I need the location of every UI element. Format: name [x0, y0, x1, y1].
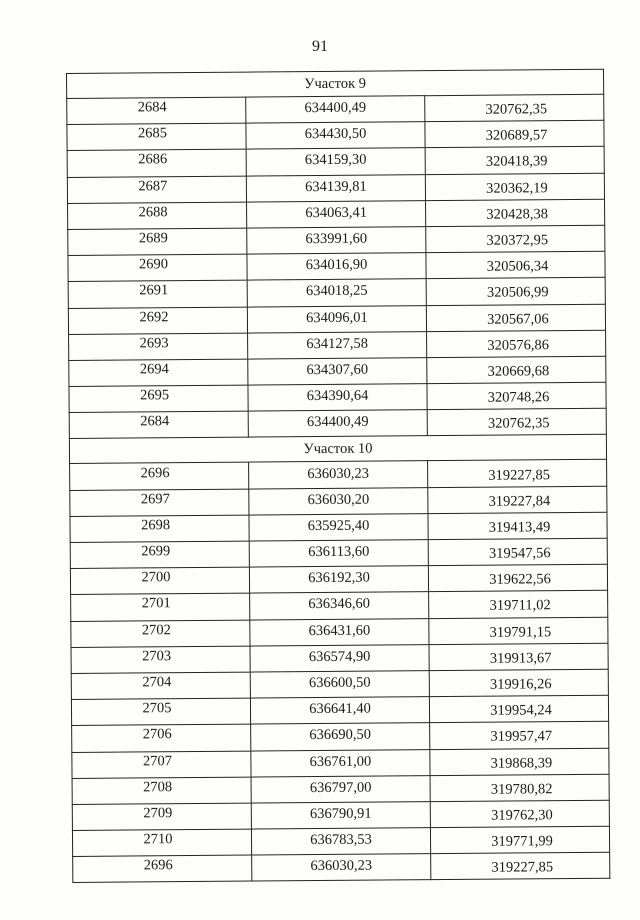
y-coordinate-cell — [426, 225, 605, 253]
cell-value: 636790,91 — [309, 805, 372, 823]
y-coordinate-cell — [426, 199, 605, 227]
y-coordinate-cell — [427, 409, 606, 437]
point-number-cell — [68, 228, 247, 256]
point-number-cell — [72, 777, 251, 805]
cell-value: 319916,26 — [489, 676, 552, 693]
cell-value: 636600,50 — [308, 674, 371, 692]
x-coordinate-cell — [247, 200, 426, 228]
cell-value: 2701 — [141, 595, 171, 612]
x-coordinate-cell — [248, 331, 427, 359]
y-coordinate-cell — [428, 538, 607, 566]
cell-value: 636690,50 — [309, 727, 372, 744]
y-coordinate-cell — [425, 147, 604, 175]
x-coordinate-cell — [246, 96, 425, 124]
y-coordinate-cell — [427, 356, 606, 384]
x-coordinate-cell — [247, 253, 426, 281]
cell-value: 636761,00 — [309, 753, 372, 770]
x-coordinate-cell — [246, 148, 425, 176]
cell-value: 320372,95 — [486, 232, 549, 249]
cell-value: 319547,56 — [488, 545, 551, 562]
cell-value: 2703 — [142, 648, 172, 665]
cell-value: 2710 — [143, 831, 173, 848]
coordinates-table — [66, 69, 610, 884]
y-coordinate-cell — [425, 173, 604, 201]
cell-value: 319622,56 — [489, 571, 551, 588]
y-coordinate-cell — [425, 94, 604, 122]
cell-value: 319771,99 — [491, 833, 553, 850]
cell-value: 320762,35 — [485, 101, 548, 118]
point-number-cell — [67, 123, 246, 151]
point-number-cell — [71, 672, 250, 700]
cell-value: 320748,26 — [487, 389, 550, 406]
x-coordinate-cell — [250, 644, 429, 672]
cell-value: 634307,60 — [306, 361, 369, 379]
point-number-cell — [67, 97, 246, 125]
coordinates-table-container — [66, 69, 610, 884]
cell-value: 319780,82 — [490, 780, 553, 798]
y-coordinate-cell — [426, 304, 605, 332]
point-number-cell — [70, 463, 249, 491]
y-coordinate-cell — [428, 486, 607, 514]
cell-value: 2693 — [139, 334, 169, 352]
y-coordinate-cell — [429, 643, 608, 671]
point-number-cell — [72, 829, 251, 857]
cell-value: 2689 — [138, 230, 168, 247]
x-coordinate-cell — [250, 697, 429, 725]
x-coordinate-cell — [251, 723, 430, 751]
cell-value: 319227,85 — [488, 466, 551, 484]
cell-value: 636113,60 — [308, 543, 370, 561]
x-coordinate-cell — [246, 122, 425, 150]
cell-value: 2706 — [142, 726, 172, 743]
cell-value: 2696 — [143, 857, 173, 874]
y-coordinate-cell — [427, 330, 606, 358]
cell-value: 634400,49 — [304, 99, 367, 117]
cell-value: 320506,34 — [486, 258, 549, 275]
y-coordinate-cell — [431, 853, 610, 881]
cell-value: 2704 — [142, 674, 172, 691]
y-coordinate-cell — [430, 748, 609, 776]
x-coordinate-cell — [252, 854, 431, 882]
cell-value: 636641,40 — [309, 700, 371, 718]
y-coordinate-cell — [429, 591, 608, 619]
cell-value: 2685 — [137, 125, 168, 142]
cell-value: 2691 — [139, 282, 169, 299]
x-coordinate-cell — [246, 174, 425, 202]
cell-value: 636574,90 — [308, 648, 371, 665]
cell-value: 319957,47 — [490, 728, 553, 746]
point-number-cell — [69, 411, 248, 439]
y-coordinate-cell — [428, 512, 607, 540]
cell-value: 636783,53 — [310, 831, 372, 849]
cell-value: 636030,23 — [307, 465, 370, 482]
cell-value: 633991,60 — [305, 230, 368, 248]
cell-value: 636030,20 — [307, 491, 370, 508]
x-coordinate-cell — [249, 461, 428, 489]
y-coordinate-cell — [427, 382, 606, 410]
point-number-cell — [69, 385, 248, 413]
x-coordinate-cell — [247, 305, 426, 333]
point-number-cell — [67, 149, 246, 177]
cell-value: 634063,41 — [305, 204, 367, 221]
x-coordinate-cell — [247, 227, 426, 255]
cell-value: 2696 — [140, 464, 170, 481]
cell-value: 2707 — [142, 752, 172, 770]
table-row — [73, 853, 610, 883]
x-coordinate-cell — [251, 775, 430, 803]
cell-value: 2686 — [138, 151, 168, 168]
y-coordinate-cell — [429, 617, 608, 645]
point-number-cell — [71, 593, 250, 621]
y-coordinate-cell — [425, 120, 604, 148]
x-coordinate-cell — [251, 828, 430, 856]
cell-value: 2695 — [139, 387, 170, 404]
cell-value: 319413,49 — [488, 519, 551, 536]
cell-value: 636431,60 — [308, 622, 371, 639]
y-coordinate-cell — [426, 251, 605, 279]
y-coordinate-cell — [429, 695, 608, 723]
y-coordinate-cell — [430, 774, 609, 802]
cell-value: 320506,99 — [486, 284, 549, 302]
cell-value: 320418,39 — [485, 153, 548, 171]
cell-value: 634390,64 — [306, 387, 369, 405]
cell-value: 2694 — [139, 361, 169, 378]
cell-value: 319913,67 — [489, 650, 552, 667]
cell-value: 2709 — [143, 805, 173, 822]
x-coordinate-cell — [249, 513, 428, 541]
point-number-cell — [67, 176, 246, 204]
point-number-cell — [71, 698, 250, 726]
coordinates-table-body — [67, 69, 610, 883]
x-coordinate-cell — [250, 618, 429, 646]
point-number-cell — [69, 333, 248, 361]
cell-value: 319868,39 — [490, 754, 553, 772]
cell-value: 2688 — [138, 204, 168, 221]
cell-value: 636346,60 — [308, 596, 371, 613]
point-number-cell — [72, 803, 251, 831]
section-title: Участок 9 — [67, 69, 604, 98]
cell-value: 320689,57 — [485, 127, 548, 144]
y-coordinate-cell — [426, 278, 605, 306]
x-coordinate-cell — [248, 410, 427, 438]
y-coordinate-cell — [430, 722, 609, 750]
x-coordinate-cell — [250, 592, 429, 620]
point-number-cell — [70, 567, 249, 595]
y-coordinate-cell — [428, 564, 607, 592]
cell-value: 2702 — [141, 621, 171, 639]
y-coordinate-cell — [428, 460, 607, 488]
cell-value: 2708 — [143, 778, 173, 796]
point-number-cell — [72, 751, 251, 779]
point-number-cell — [68, 307, 247, 335]
cell-value: 320428,38 — [486, 206, 548, 223]
cell-value: 319791,15 — [489, 623, 552, 641]
cell-value: 319227,85 — [491, 859, 554, 877]
y-coordinate-cell — [430, 826, 609, 854]
cell-value: 319711,02 — [489, 597, 551, 615]
point-number-cell — [68, 202, 247, 230]
x-coordinate-cell — [249, 540, 428, 568]
cell-value: 2692 — [139, 308, 169, 326]
cell-value: 634159,30 — [304, 152, 367, 169]
cell-value: 320762,35 — [487, 415, 550, 433]
x-coordinate-cell — [251, 749, 430, 777]
x-coordinate-cell — [248, 384, 427, 412]
x-coordinate-cell — [249, 566, 428, 594]
cell-value: 634016,90 — [305, 256, 368, 274]
y-coordinate-cell — [429, 669, 608, 697]
point-number-cell — [71, 620, 250, 648]
cell-value: 2700 — [141, 569, 171, 586]
cell-value: 636192,30 — [308, 569, 370, 587]
page-number: 91 — [312, 38, 328, 55]
x-coordinate-cell — [247, 279, 426, 307]
cell-value: 320576,86 — [487, 336, 550, 354]
point-number-cell — [68, 254, 247, 282]
cell-value: 320567,06 — [487, 310, 549, 328]
cell-value: 2690 — [138, 256, 169, 273]
cell-value: 319227,84 — [488, 492, 551, 510]
cell-value: 2687 — [138, 177, 168, 195]
cell-value: 2684 — [140, 413, 170, 430]
x-coordinate-cell — [251, 802, 430, 830]
cell-value: 2697 — [140, 490, 170, 508]
cell-value: 636030,23 — [310, 857, 373, 875]
cell-value: 319954,24 — [490, 702, 552, 719]
point-number-cell — [70, 541, 249, 569]
point-number-cell — [71, 646, 250, 674]
cell-value: 634400,49 — [306, 413, 369, 431]
cell-value: 320669,68 — [487, 363, 550, 380]
cell-value: 634139,81 — [305, 178, 367, 195]
cell-value: 634096,01 — [306, 309, 368, 326]
point-number-cell — [70, 489, 249, 517]
cell-value: 2705 — [142, 700, 172, 717]
cell-value: 635925,40 — [307, 517, 370, 535]
cell-value: 2699 — [141, 543, 171, 560]
cell-value: 634430,50 — [304, 125, 367, 143]
x-coordinate-cell — [248, 358, 427, 386]
point-number-cell — [73, 855, 252, 883]
cell-value: 634127,58 — [306, 335, 369, 352]
point-number-cell — [72, 724, 251, 752]
x-coordinate-cell — [250, 671, 429, 699]
point-number-cell — [70, 515, 249, 543]
cell-value: 320362,19 — [486, 179, 548, 197]
section-title: Участок 10 — [69, 435, 606, 464]
x-coordinate-cell — [249, 487, 428, 515]
cell-value: 319762,30 — [490, 807, 553, 824]
cell-value: 2698 — [140, 517, 171, 534]
point-number-cell — [69, 359, 248, 387]
point-number-cell — [68, 280, 247, 308]
cell-value: 634018,25 — [305, 283, 368, 300]
y-coordinate-cell — [430, 800, 609, 828]
cell-value: 2684 — [137, 99, 167, 116]
cell-value: 636797,00 — [309, 779, 372, 796]
